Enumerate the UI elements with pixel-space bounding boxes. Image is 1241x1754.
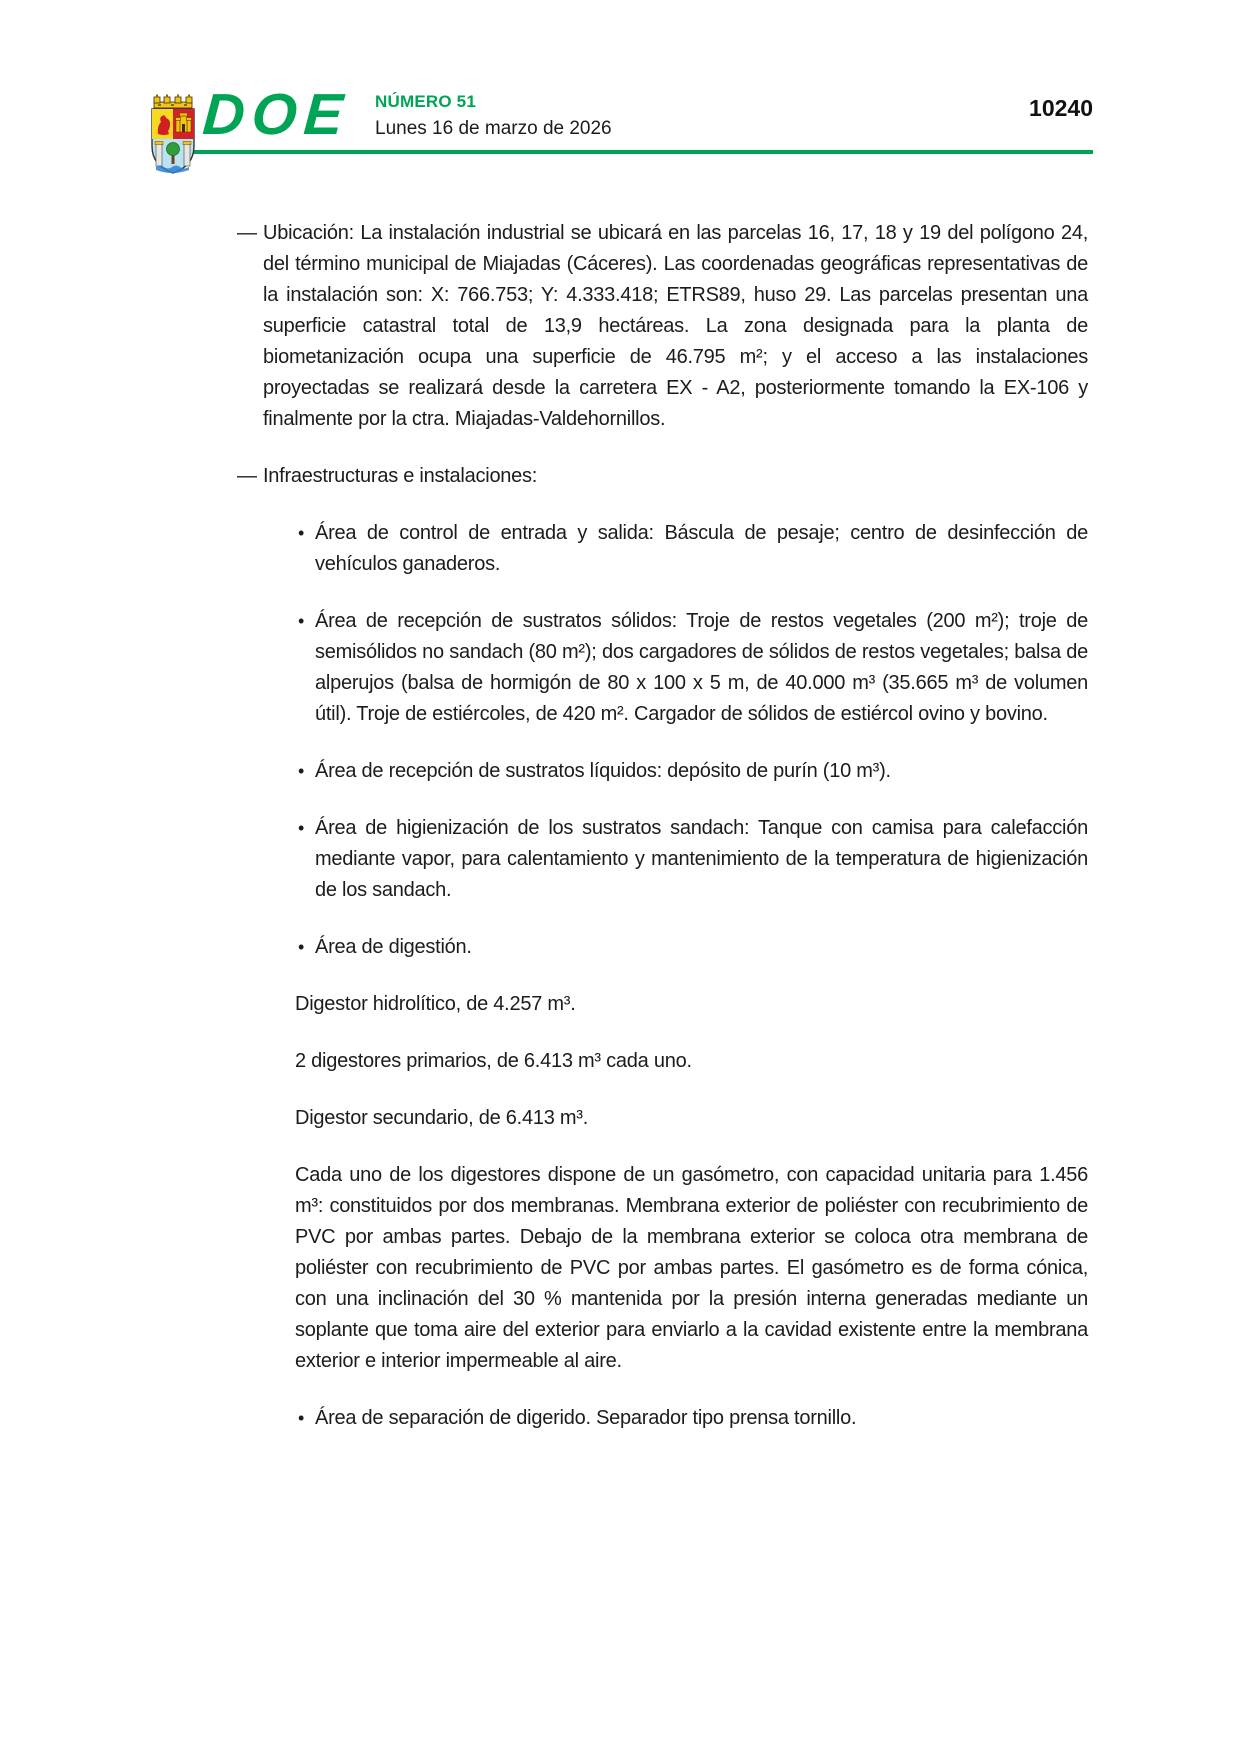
bullet-icon: • — [298, 761, 305, 781]
doe-logo: DOE — [200, 82, 352, 147]
dash-icon: — — [237, 222, 257, 244]
sub-gasometro — [295, 1160, 1088, 1377]
paragraph-text: Digestor secundario, de 6.413 m³. — [295, 1107, 589, 1129]
bullet-area-control — [298, 518, 1088, 580]
bullet-icon: • — [298, 523, 305, 543]
dash-icon: — — [237, 465, 257, 487]
document-body — [0, 218, 1241, 1460]
paragraph-text: Área de recepción de sustratos sólidos: Troje de restos vegetales (200 m²); troje de semisólidos no sandach (80 m²); dos cargadores de sólidos de restos vegetales; balsa de alperujos (balsa de hormigón de 80 x 100 x 5 m, de 40.000 m³ (35.665 m³ de volumen útil). Troje de estiércoles, de 420 m². Cargador de sólidos de estiércol ovino y bovino. — [315, 610, 1088, 725]
bullet-icon: • — [298, 818, 305, 838]
sub-digestores-primarios — [295, 1046, 1088, 1077]
paragraph-text: Cada uno de los digestores dispone de un gasómetro, con capacidad unitaria para 1.456 m³: constituidos por dos membranas. Membrana exterior de poliéster con recubrimiento de PVC por ambas partes. Debajo de la membrana exterior se coloca otra membrana de poliéster con recubrimiento de PVC por ambas partes. El gasómetro es de forma cónica, con una inclinación del 30 % mantenida por la presión interna generadas mediante un soplante que toma aire del exterior para enviarlo a la cavidad existente entre la membrana exterior e interior impermeable al aire. — [295, 1164, 1088, 1372]
bullet-area-higienizacion — [298, 813, 1088, 906]
sub-digestor-secundario — [295, 1103, 1088, 1134]
sub-digestor-hidrolitico — [295, 989, 1088, 1020]
page-header — [0, 0, 1241, 180]
bullet-area-recepcion-liquidos — [298, 756, 1088, 787]
paragraph-text: Área de higienización de los sustratos sandach: Tanque con camisa para calefacción mediante vapor, para calentamiento y mantenimiento de la temperatura de higienización de los sandach. — [315, 817, 1088, 901]
paragraph-text: Infraestructuras e instalaciones: — [263, 465, 538, 487]
paragraph-text: Área de digestión. — [315, 936, 472, 958]
paragraph-text: Área de recepción de sustratos líquidos: depósito de purín (10 m³). — [315, 760, 891, 782]
paragraph-ubicacion — [237, 218, 1088, 435]
paragraph-infraestructuras — [237, 461, 1088, 492]
paragraph-text: Área de control de entrada y salida: Báscula de pesaje; centro de desinfección de vehículos ganaderos. — [315, 522, 1088, 575]
paragraph-text: Ubicación: La instalación industrial se ubicará en las parcelas 16, 17, 18 y 19 del polígono 24, del término municipal de Miajadas (Cáceres). Las coordenadas geográficas representativas de la instalación son: X: 766.753; Y: 4.333.418; ETRS89, huso 29. Las parcelas presentan una superficie catastral total de 13,9 hectáreas. La zona designada para la planta de biometanización ocupa una superficie de 46.795 m²; y el acceso a las instalaciones proyectadas se realizará desde la carretera EX - A2, posteriormente tomando la EX-106 y finalmente por la ctra. Miajadas-Valdehornillos. — [263, 222, 1088, 430]
paragraph-text: Digestor hidrolítico, de 4.257 m³. — [295, 993, 576, 1015]
crown — [154, 97, 192, 108]
bullet-area-digestion — [298, 932, 1088, 963]
bullet-area-separacion — [298, 1403, 1088, 1434]
issue-date: Lunes 16 de marzo de 2026 — [375, 118, 612, 139]
paragraph-text: Área de separación de digerido. Separador tipo prensa tornillo. — [315, 1407, 857, 1429]
issue-number-label: NÚMERO 51 — [375, 92, 476, 111]
paragraph-text: 2 digestores primarios, de 6.413 m³ cada uno. — [295, 1050, 692, 1072]
bullet-area-recepcion-solidos — [298, 606, 1088, 730]
bullet-icon: • — [298, 1408, 305, 1428]
page-number: 10240 — [1029, 95, 1093, 121]
bullet-icon: • — [298, 937, 305, 957]
bullet-icon: • — [298, 611, 305, 631]
extremadura-coat-of-arms-icon — [149, 94, 197, 174]
header-divider — [165, 150, 1093, 154]
